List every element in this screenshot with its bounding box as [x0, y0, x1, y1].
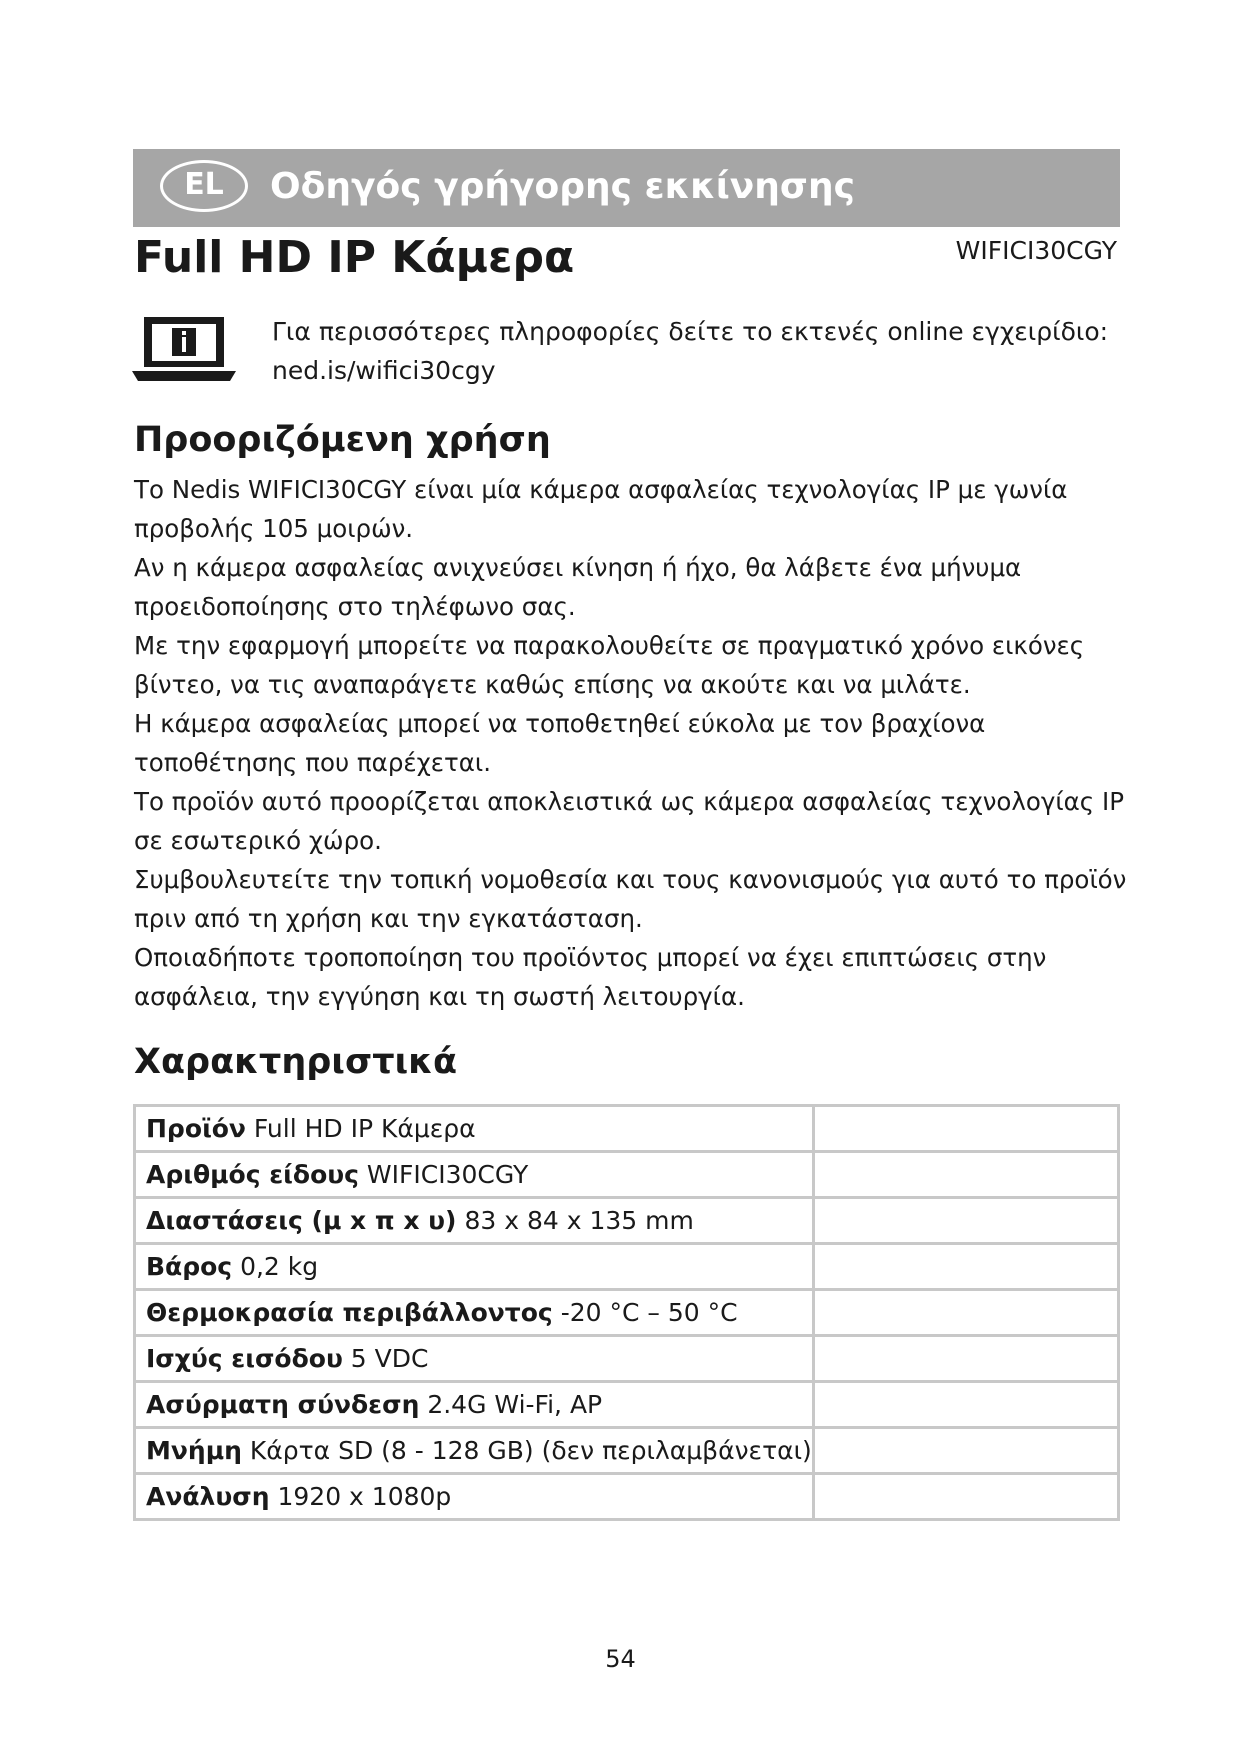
- spec-label: Μνήμη: [146, 1436, 242, 1465]
- body-line: Με την εφαρμογή μπορείτε να παρακολουθείτε σε πραγματικό χρόνο εικόνες: [134, 631, 1085, 660]
- spec-value: 5 VDC: [350, 1344, 429, 1373]
- body-line: Οποιαδήποτε τροποποίηση του προϊόντος μπορεί να έχει επιπτώσεις στην: [134, 943, 1047, 972]
- spec-value: Full HD IP Κάμερα: [253, 1114, 476, 1143]
- table-row: [135, 1106, 1119, 1152]
- features-heading: Χαρακτηριστικά: [134, 1042, 458, 1082]
- spec-value: 2.4G Wi-Fi, AP: [427, 1390, 603, 1419]
- spec-value: 83 x 84 x 135 mm: [464, 1206, 694, 1235]
- body-line: προειδοποίησης στο τηλέφωνο σας.: [134, 592, 576, 621]
- features-table: [133, 1104, 1120, 1521]
- language-badge: EL: [160, 160, 248, 212]
- body-line: ασφάλεια, την εγγύηση και τη σωστή λειτουργία.: [134, 982, 745, 1011]
- spec-label: Θερμοκρασία περιβάλλοντος: [146, 1298, 553, 1327]
- online-manual-link[interactable]: ned.is/wifici30cgy: [272, 356, 496, 385]
- spec-label: Ανάλυση: [146, 1482, 270, 1511]
- body-line: Το προϊόν αυτό προορίζεται αποκλειστικά ως κάμερα ασφαλείας τεχνολογίας IP: [134, 787, 1124, 816]
- body-line: Η κάμερα ασφαλείας μπορεί να τοποθετηθεί εύκολα με τον βραχίονα: [134, 709, 986, 738]
- spec-value: 1920 x 1080p: [277, 1482, 452, 1511]
- online-manual-info: [272, 312, 1108, 390]
- table-row: [135, 1336, 1119, 1382]
- body-line: Συμβουλευτείτε την τοπική νομοθεσία και τους κανονισμούς για αυτό το προϊόν: [134, 865, 1127, 894]
- table-row: [135, 1474, 1119, 1520]
- banner-title: Οδηγός γρήγορης εκκίνησης: [270, 166, 855, 207]
- spec-value: -20 °C – 50 °C: [560, 1298, 738, 1327]
- table-row: [135, 1152, 1119, 1198]
- body-line: τοποθέτησης που παρέχεται.: [134, 748, 491, 777]
- body-line: σε εσωτερικό χώρο.: [134, 826, 382, 855]
- body-line: προβολής 105 μοιρών.: [134, 514, 414, 543]
- spec-label: Αριθμός είδους: [146, 1160, 359, 1189]
- table-row: [135, 1244, 1119, 1290]
- page-number: 54: [605, 1645, 636, 1673]
- spec-label: Ισχύς εισόδου: [146, 1344, 343, 1373]
- laptop-info-icon: [132, 315, 236, 383]
- table-row: [135, 1198, 1119, 1244]
- table-row: [135, 1290, 1119, 1336]
- spec-value: Κάρτα SD (8 - 128 GB) (δεν περιλαμβάνεται): [249, 1436, 812, 1465]
- intended-use-body: [134, 470, 1127, 1016]
- intended-use-heading: Προοριζόμενη χρήση: [134, 420, 551, 460]
- product-title: Full HD IP Κάμερα: [134, 232, 575, 283]
- online-manual-text: Για περισσότερες πληροφορίες δείτε το εκτενές online εγχειρίδιο:: [272, 317, 1109, 346]
- spec-label: Προϊόν: [146, 1114, 246, 1143]
- model-code: WIFICI30CGY: [955, 236, 1117, 265]
- body-line: Αν η κάμερα ασφαλείας ανιχνεύσει κίνηση ή ήχο, θα λάβετε ένα μήνυμα: [134, 553, 1022, 582]
- spec-label: Διαστάσεις (μ x π x υ): [146, 1206, 457, 1235]
- spec-label: Ασύρματη σύνδεση: [146, 1390, 420, 1419]
- body-line: πριν από τη χρήση και την εγκατάσταση.: [134, 904, 643, 933]
- body-line: βίντεο, να τις αναπαράγετε καθώς επίσης να ακούτε και να μιλάτε.: [134, 670, 971, 699]
- spec-value: WIFICI30CGY: [366, 1160, 529, 1189]
- spec-label: Βάρος: [146, 1252, 233, 1281]
- body-line: Το Nedis WIFICI30CGY είναι μία κάμερα ασφαλείας τεχνολογίας IP με γωνία: [134, 475, 1068, 504]
- table-row: [135, 1428, 1119, 1474]
- spec-value: 0,2 kg: [240, 1252, 319, 1281]
- table-row: [135, 1382, 1119, 1428]
